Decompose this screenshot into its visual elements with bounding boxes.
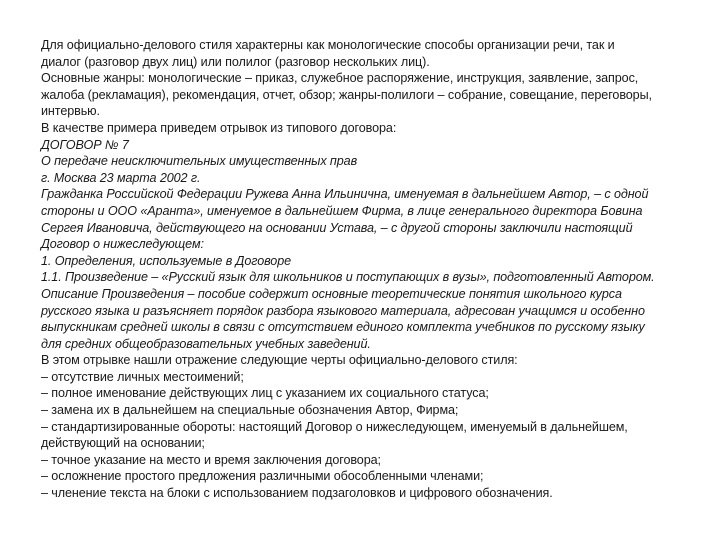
- text-line: – стандартизированные обороты: настоящий Договор о нижеследующем, именуемый в дальнейшем,: [41, 419, 628, 434]
- text-line: выпускникам средней школы в связи с отсутствием единого комплекта учебников по русскому языку: [41, 320, 645, 335]
- text-line: Для официально-делового стиля характерны как монологические способы организации речи, так и: [41, 38, 615, 52]
- text-line: г. Москва 23 марта 2002 г.: [41, 170, 201, 185]
- text-line: Сергея Ивановича, действующего на основании Устава, – с другой стороны заключили настоящий: [41, 220, 633, 235]
- text-line: В качестве примера приведем отрывок из типового договора:: [41, 120, 397, 135]
- text-line: для средних общеобразовательных учебных заведений.: [41, 336, 371, 351]
- text-line: ДОГОВОР № 7: [41, 137, 129, 152]
- text-line: диалог (разговор двух лиц) или полилог (разговор нескольких лиц).: [41, 54, 430, 69]
- text-line: стороны и ООО «Аранта», именуемое в дальнейшем Фирма, в лице генерального директора Бовина: [41, 203, 643, 218]
- text-line: Гражданка Российской Федерации Ружева Анна Ильинична, именуемая в дальнейшем Автор, – с одной: [41, 187, 649, 202]
- text-line: Договор о нижеследующем:: [41, 237, 204, 252]
- text-line: – осложнение простого предложения различными обособленными членами;: [41, 469, 484, 484]
- text-line: русского языка и разъясняет порядок разбора языкового материала, адресован учащимся и особенно: [41, 303, 645, 318]
- text-line: действующий на основании;: [41, 436, 205, 451]
- text-line: Описание Произведения – пособие содержит основные теоретические понятия школьного курса: [41, 286, 622, 301]
- text-line: – членение текста на блоки с использованием подзаголовков и цифрового обозначения.: [41, 486, 553, 501]
- text-line: О передаче неисключительных имущественных прав: [41, 154, 358, 169]
- text-line: – точное указание на место и время заключения договора;: [41, 452, 381, 467]
- document-text: [41, 37, 689, 502]
- text-line: – замена их в дальнейшем на специальные обозначения Автор, Фирма;: [41, 403, 459, 418]
- text-line: интервью.: [41, 104, 100, 119]
- text-line: 1.1. Произведение – «Русский язык для школьников и поступающих в вузы», подготовленный Автором.: [41, 270, 655, 285]
- text-line: жалоба (рекламация), рекомендация, отчет, обзор; жанры-полилоги – собрание, совещание, переговоры,: [41, 87, 652, 102]
- text-line: – полное именование действующих лиц с указанием их социального статуса;: [41, 386, 489, 401]
- text-line: В этом отрывке нашли отражение следующие черты официально-делового стиля:: [41, 353, 518, 368]
- text-line: – отсутствие личных местоимений;: [41, 369, 244, 384]
- text-line: 1. Определения, используемые в Договоре: [41, 253, 292, 268]
- text-line: Основные жанры: монологические – приказ, служебное распоряжение, инструкция, заявление, запрос,: [41, 71, 639, 86]
